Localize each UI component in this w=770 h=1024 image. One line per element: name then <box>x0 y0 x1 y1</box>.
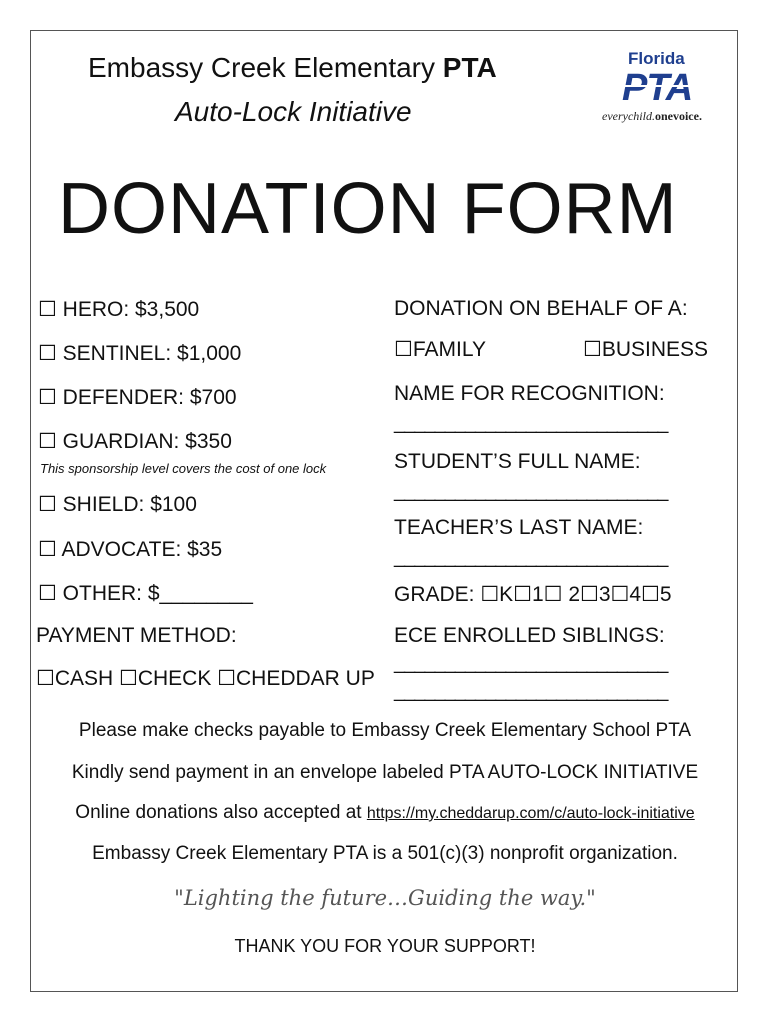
checks-note: Please make checks payable to Embassy Creek Elementary School PTA <box>78 720 692 741</box>
florida-pta-logo <box>600 46 738 126</box>
level-advocate[interactable]: ☐ ADVOCATE: $35 <box>38 538 223 561</box>
payment-method-title: PAYMENT METHOD: <box>36 624 237 647</box>
motto: "Lighting the future…Guiding the way." <box>174 886 596 910</box>
envelope-note: Kindly send payment in an envelope labeled PTA AUTO-LOCK INITIATIVE <box>71 762 699 783</box>
logo-tagline-a: everychild. <box>602 109 655 123</box>
level-defender[interactable]: ☐ DEFENDER: $700 <box>38 386 237 409</box>
student-line[interactable]: ___________________________ <box>394 480 668 502</box>
level-shield[interactable]: ☐ SHIELD: $100 <box>38 493 197 516</box>
siblings-line-1[interactable]: ___________________________ <box>394 652 668 674</box>
logo-state: Florida <box>628 49 685 68</box>
behalf-title: DONATION ON BEHALF OF A: <box>394 297 688 320</box>
school-title <box>88 52 497 84</box>
recognition-line[interactable]: ___________________________ <box>394 412 668 434</box>
initiative-title: Auto-Lock Initiative <box>175 96 412 127</box>
online-prefix: Online donations also accepted at <box>75 802 362 823</box>
svg-text:everychild.onevoice. <box>602 109 702 123</box>
grade-options[interactable]: GRADE: ☐K☐1☐ 2☐3☐4☐5 <box>394 583 672 606</box>
logo-org: PTA <box>622 67 693 109</box>
logo-tagline-b: onevoice. <box>654 109 702 123</box>
pta-label: PTA <box>442 52 497 83</box>
donation-link[interactable]: https://my.cheddarup.com/c/auto-lock-initiative <box>366 805 695 822</box>
school-name: Embassy Creek Elementary <box>88 52 436 83</box>
siblings-label: ECE ENROLLED SIBLINGS: <box>394 624 665 647</box>
level-other[interactable]: ☐ OTHER: $________ <box>38 582 253 605</box>
teacher-label: TEACHER’S LAST NAME: <box>394 516 644 539</box>
student-label: STUDENT’S FULL NAME: <box>394 450 641 473</box>
online-note <box>0 802 770 824</box>
level-sentinel[interactable]: ☐ SENTINEL: $1,000 <box>38 342 242 365</box>
behalf-family[interactable]: ☐FAMILY <box>394 338 486 361</box>
siblings-line-2[interactable]: ___________________________ <box>394 680 668 702</box>
payment-options[interactable]: ☐CASH ☐CHECK ☐CHEDDAR UP <box>36 667 375 690</box>
thank-you: THANK YOU FOR YOUR SUPPORT! <box>234 936 536 956</box>
nonprofit-note: Embassy Creek Elementary PTA is a 501(c)(3) nonprofit organization. <box>92 843 678 864</box>
level-hero[interactable]: ☐ HERO: $3,500 <box>38 298 200 321</box>
behalf-business[interactable]: ☐BUSINESS <box>583 338 709 361</box>
teacher-line[interactable]: ___________________________ <box>394 546 668 568</box>
guardian-note: This sponsorship level covers the cost of one lock <box>40 461 327 476</box>
form-title: DONATION FORM <box>58 169 678 249</box>
level-guardian[interactable]: ☐ GUARDIAN: $350 <box>38 430 232 453</box>
recognition-label: NAME FOR RECOGNITION: <box>394 382 665 405</box>
